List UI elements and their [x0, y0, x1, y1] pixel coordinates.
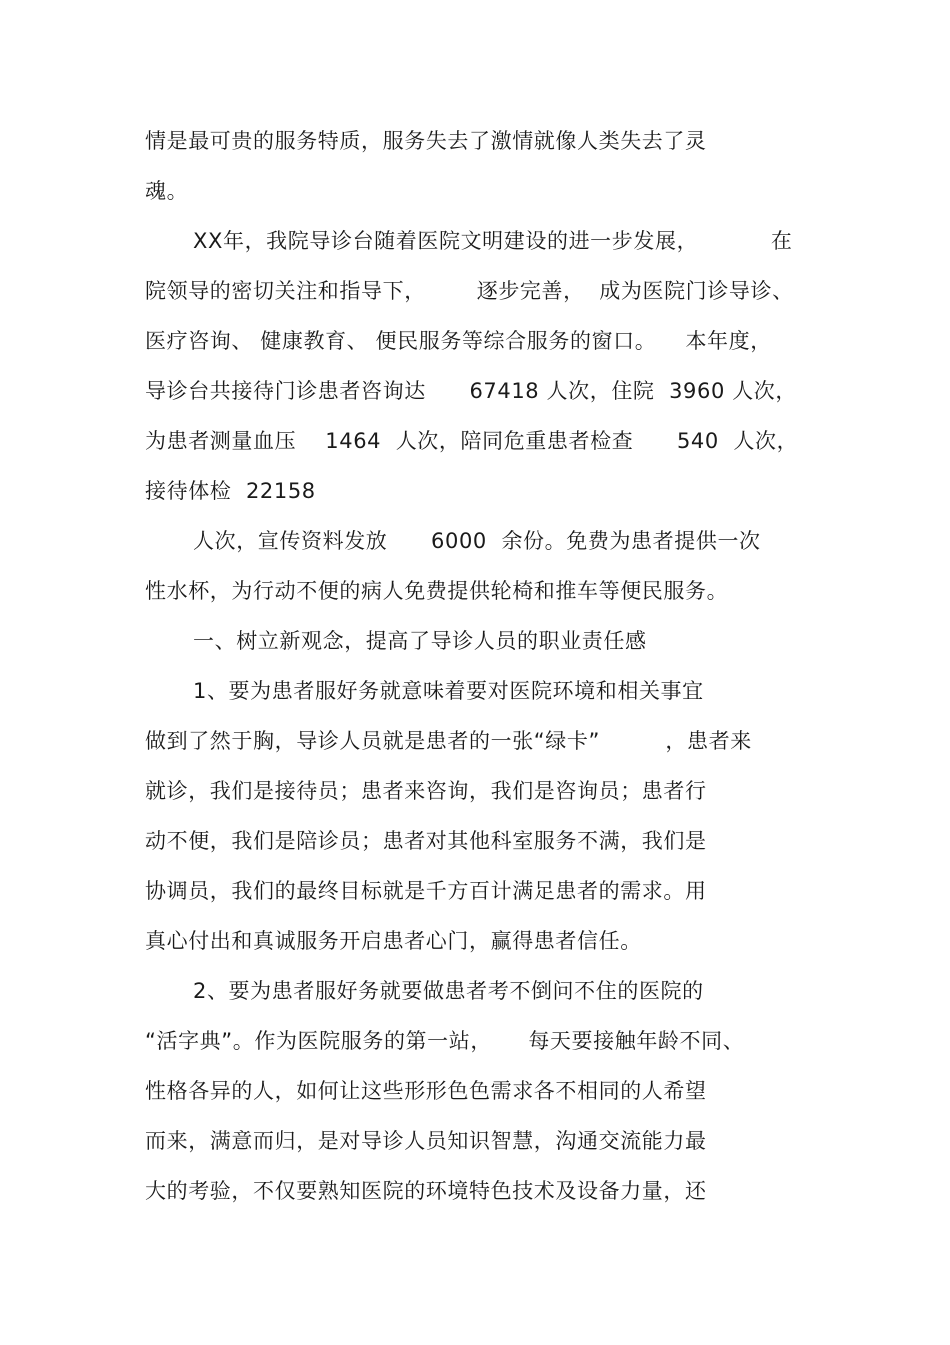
section-heading: 一、树立新观念，提高了导诊人员的职业责任感 [193, 629, 647, 653]
text-line: 魂。 [145, 179, 189, 203]
text-line: 动不便，我们是陪诊员；患者对其他科室服务不满，我们是 [145, 829, 707, 853]
text-line: 人次，宣传资料发放 6000 余份。免费为患者提供一次 [193, 529, 761, 553]
text-line: 性水杯，为行动不便的病人免费提供轮椅和推车等便民服务。 [145, 579, 729, 603]
text-line: 协调员，我们的最终目标就是千方百计满足患者的需求。用 [145, 879, 707, 903]
text-line: 导诊台共接待门诊患者咨询达 67418 人次，住院 3960 人次， [145, 379, 797, 403]
text-line: 医疗咨询、 健康教育、 便民服务等综合服务的窗口。 本年度， [145, 329, 772, 353]
text-line: 为患者测量血压 1464 人次，陪同危重患者检查 540 人次， [145, 429, 799, 453]
text-line: 真心付出和真诚服务开启患者心门，赢得患者信任。 [145, 929, 642, 953]
text-line: 大的考验，不仅要熟知医院的环境特色技术及设备力量，还 [145, 1179, 707, 1203]
text-line: 做到了然于胸，导诊人员就是患者的一张“绿卡” ，患者来 [145, 729, 752, 753]
text-line: 院领导的密切关注和指导下， 逐步完善， 成为医院门诊导诊、 [145, 279, 794, 303]
text-line: 就诊，我们是接待员；患者来咨询，我们是咨询员；患者行 [145, 779, 707, 803]
text-line: “活字典”。作为医院服务的第一站， 每天要接触年龄不同、 [145, 1029, 745, 1053]
text-line: 1、要为患者服好务就意味着要对医院环境和相关事宜 [193, 679, 704, 703]
text-line: 2、要为患者服好务就要做患者考不倒问不住的医院的 [193, 979, 704, 1003]
text-line: 情是最可贵的服务特质，服务失去了激情就像人类失去了灵 [145, 129, 707, 153]
text-line: XX年，我院导诊台随着医院文明建设的进一步发展， 在 [193, 229, 793, 253]
text-line: 而来，满意而归，是对导诊人员知识智慧，沟通交流能力最 [145, 1129, 707, 1153]
text-line: 接待体检 22158 [145, 479, 316, 503]
text-line: 性格各异的人，如何让这些形形色色需求各不相同的人希望 [145, 1079, 707, 1103]
